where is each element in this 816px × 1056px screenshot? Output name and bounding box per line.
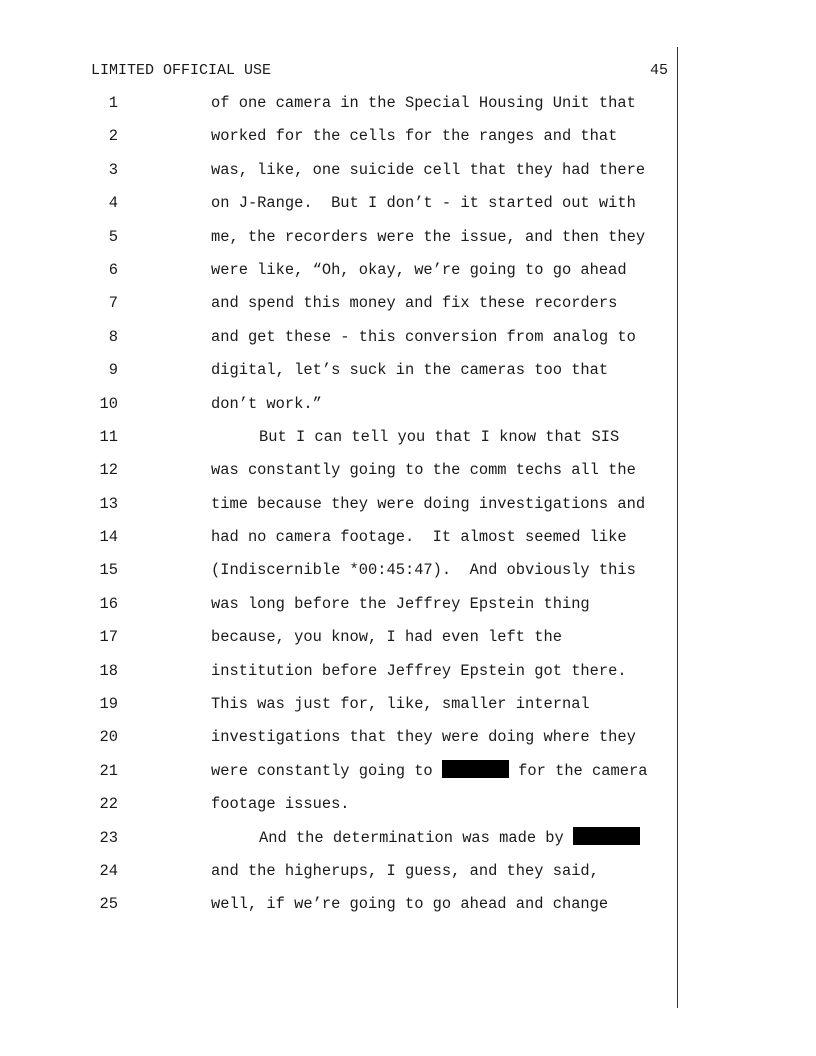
classification-label: LIMITED OFFICIAL USE [91, 62, 272, 79]
line-text: worked for the cells for the ranges and that [211, 127, 618, 146]
line-text: footage issues. [211, 795, 350, 814]
line-text: me, the recorders were the issue, and then they [211, 227, 646, 246]
line-text: well, if we’re going to go ahead and change [211, 895, 609, 914]
line-text-before-redaction: were constantly going to [211, 761, 442, 780]
line-text [259, 827, 640, 849]
line-text: was constantly going to the comm techs all the [211, 461, 636, 480]
line-text: were like, “Oh, okay, we’re going to go ahead [211, 260, 627, 279]
line-number: 9 [108, 361, 118, 380]
transcript-line [0, 159, 816, 192]
transcript-line [0, 793, 816, 826]
transcript-line [0, 626, 816, 659]
line-number: 19 [99, 695, 118, 714]
transcript-line [0, 660, 816, 693]
line-number: 13 [99, 494, 118, 513]
line-text: and spend this money and fix these recorders [211, 294, 618, 313]
line-text: time because they were doing investigations and [211, 494, 646, 513]
line-text: and the higherups, I guess, and they said, [211, 861, 599, 880]
transcript-line [0, 292, 816, 325]
transcript-line [0, 393, 816, 426]
line-number: 20 [99, 728, 118, 747]
transcript-line [0, 559, 816, 592]
line-text: because, you know, I had even left the [211, 628, 562, 647]
line-text: institution before Jeffrey Epstein got there. [211, 661, 627, 680]
transcript-line [0, 259, 816, 292]
transcript-line [0, 426, 816, 459]
line-text-after-redaction: for the camera [508, 761, 648, 780]
line-text: on J-Range. But I don’t - it started out with [211, 194, 636, 213]
transcript-line [0, 726, 816, 759]
line-text: investigations that they were doing where they [211, 728, 636, 747]
line-number: 2 [108, 127, 118, 146]
line-number: 1 [108, 94, 118, 112]
redaction-bar [442, 760, 509, 778]
line-number: 11 [99, 427, 118, 446]
transcript-body [0, 92, 816, 927]
transcript-line [0, 827, 816, 860]
line-text: digital, let’s suck in the cameras too that [211, 361, 609, 380]
line-number: 7 [108, 294, 118, 313]
line-text: This was just for, like, smaller internal [211, 695, 590, 714]
transcript-line [0, 526, 816, 559]
line-text: was, like, one suicide cell that they had there [211, 160, 646, 179]
line-text: had no camera footage. It almost seemed like [211, 528, 627, 547]
line-number: 5 [108, 227, 118, 246]
line-number: 21 [99, 761, 118, 780]
line-number: 22 [99, 795, 118, 814]
line-number: 25 [99, 895, 118, 914]
transcript-line [0, 92, 816, 125]
line-text-before-redaction: And the determination was made by [259, 828, 574, 847]
line-text: and get these - this conversion from analog to [211, 327, 636, 346]
transcript-line [0, 760, 816, 793]
line-number: 17 [99, 628, 118, 647]
line-number: 3 [108, 160, 118, 179]
line-number: 23 [99, 828, 118, 847]
transcript-line [0, 359, 816, 392]
line-number: 10 [99, 394, 118, 413]
line-number: 6 [108, 260, 118, 279]
page-header [91, 61, 668, 81]
transcript-line [0, 493, 816, 526]
line-number: 8 [108, 327, 118, 346]
redaction-bar [573, 827, 640, 845]
transcript-line [0, 226, 816, 259]
transcript-line [0, 459, 816, 492]
line-text: But I can tell you that I know that SIS [259, 427, 620, 446]
line-number: 12 [99, 461, 118, 480]
transcript-line [0, 125, 816, 158]
transcript-line [0, 893, 816, 926]
line-number: 14 [99, 528, 118, 547]
line-text: (Indiscernible *00:45:47). And obviously this [211, 561, 636, 580]
transcript-line [0, 326, 816, 359]
page-number: 45 [649, 62, 668, 79]
line-number: 18 [99, 661, 118, 680]
transcript-line [0, 860, 816, 893]
line-text: don’t work.” [211, 394, 322, 413]
line-number: 24 [99, 861, 118, 880]
line-text: was long before the Jeffrey Epstein thing [211, 594, 590, 613]
transcript-line [0, 192, 816, 225]
line-text [211, 760, 647, 782]
transcript-line [0, 593, 816, 626]
transcript-line [0, 693, 816, 726]
line-number: 4 [108, 194, 118, 213]
line-text: of one camera in the Special Housing Unit that [211, 94, 636, 112]
line-number: 15 [99, 561, 118, 580]
line-number: 16 [99, 594, 118, 613]
